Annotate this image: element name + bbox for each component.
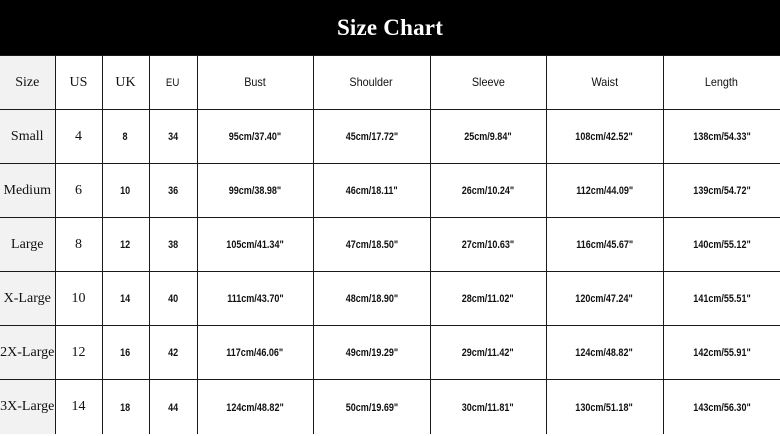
length-cell bbox=[663, 326, 780, 380]
bust-cell bbox=[197, 272, 313, 326]
sleeve-value: 29cm/11.42" bbox=[462, 347, 514, 359]
bust-value: 95cm/37.40" bbox=[228, 131, 282, 143]
size-cell bbox=[0, 110, 55, 164]
eu-cell bbox=[149, 380, 197, 435]
bust-cell bbox=[197, 380, 313, 435]
eu-cell bbox=[149, 326, 197, 380]
waist-value: 108cm/42.52" bbox=[575, 131, 634, 143]
table-row bbox=[0, 218, 780, 272]
bust-cell bbox=[197, 326, 313, 380]
us-cell bbox=[55, 110, 102, 164]
header-cell-waist bbox=[546, 56, 663, 110]
shoulder-value: 45cm/17.72" bbox=[345, 131, 398, 143]
eu-value: 40 bbox=[167, 293, 179, 305]
size-cell bbox=[0, 272, 55, 326]
us-value: 4 bbox=[75, 128, 82, 144]
size-chart-title: Size Chart bbox=[0, 0, 780, 55]
size-chart-table bbox=[0, 55, 780, 434]
waist-cell bbox=[546, 326, 663, 380]
us-value: 8 bbox=[75, 236, 82, 252]
bust-value: 117cm/46.06" bbox=[226, 347, 284, 359]
waist-cell bbox=[546, 272, 663, 326]
sleeve-cell bbox=[430, 326, 546, 380]
header-label: Bust bbox=[244, 75, 266, 89]
bust-cell bbox=[197, 164, 313, 218]
us-value: 10 bbox=[71, 290, 86, 306]
length-cell bbox=[663, 164, 780, 218]
header-cell-sleeve bbox=[430, 56, 546, 110]
length-value: 140cm/55.12" bbox=[693, 239, 751, 251]
length-cell bbox=[663, 380, 780, 435]
size-cell bbox=[0, 380, 55, 435]
length-cell bbox=[663, 110, 780, 164]
size-label: 2X-Large bbox=[0, 344, 55, 360]
eu-value: 44 bbox=[167, 401, 179, 414]
uk-cell bbox=[102, 164, 149, 218]
shoulder-cell bbox=[313, 110, 430, 164]
uk-value: 18 bbox=[120, 401, 131, 414]
header-cell-eu bbox=[149, 56, 197, 110]
header-label: Shoulder bbox=[349, 75, 394, 89]
waist-value: 120cm/47.24" bbox=[575, 293, 634, 305]
uk-value: 10 bbox=[120, 185, 131, 197]
waist-value: 130cm/51.18" bbox=[575, 401, 634, 414]
header-cell-shoulder bbox=[313, 56, 430, 110]
us-value: 14 bbox=[71, 399, 86, 414]
uk-value: 16 bbox=[120, 347, 131, 359]
waist-value: 116cm/45.67" bbox=[576, 239, 633, 251]
size-label: Medium bbox=[3, 182, 51, 198]
us-cell bbox=[55, 218, 102, 272]
bust-cell bbox=[197, 110, 313, 164]
sleeve-cell bbox=[430, 110, 546, 164]
header-cell-us bbox=[55, 56, 102, 110]
sleeve-value: 27cm/10.63" bbox=[461, 239, 515, 251]
length-value: 142cm/55.91" bbox=[693, 347, 751, 359]
eu-value: 36 bbox=[167, 185, 179, 197]
table-header-row bbox=[0, 56, 780, 110]
size-label: Large bbox=[11, 236, 44, 252]
header-label: Sleeve bbox=[471, 75, 505, 89]
size-cell bbox=[0, 218, 55, 272]
waist-cell bbox=[546, 164, 663, 218]
size-label: Small bbox=[10, 128, 44, 144]
waist-cell bbox=[546, 110, 663, 164]
eu-cell bbox=[149, 164, 197, 218]
table-row bbox=[0, 110, 780, 164]
length-cell bbox=[663, 272, 780, 326]
length-cell bbox=[663, 218, 780, 272]
waist-cell bbox=[546, 380, 663, 435]
us-cell bbox=[55, 164, 102, 218]
uk-cell bbox=[102, 110, 149, 164]
uk-value: 12 bbox=[120, 239, 131, 251]
bust-value: 124cm/48.82" bbox=[226, 401, 284, 414]
shoulder-cell bbox=[313, 326, 430, 380]
eu-cell bbox=[149, 272, 197, 326]
eu-value: 34 bbox=[167, 131, 179, 143]
shoulder-cell bbox=[313, 164, 430, 218]
shoulder-cell bbox=[313, 272, 430, 326]
table-row bbox=[0, 326, 780, 380]
size-label: X-Large bbox=[3, 290, 51, 306]
uk-value: 8 bbox=[122, 131, 129, 143]
table-row bbox=[0, 164, 780, 218]
waist-value: 112cm/44.09" bbox=[576, 185, 633, 197]
header-cell-size bbox=[0, 56, 55, 110]
length-value: 143cm/56.30" bbox=[693, 401, 751, 414]
bust-value: 111cm/43.70" bbox=[226, 293, 284, 305]
waist-cell bbox=[546, 218, 663, 272]
header-label: Length bbox=[705, 75, 739, 89]
header-cell-uk bbox=[102, 56, 149, 110]
size-label: 3X-Large bbox=[0, 399, 55, 414]
waist-value: 124cm/48.82" bbox=[575, 347, 634, 359]
us-value: 12 bbox=[71, 344, 86, 360]
bust-value: 105cm/41.34" bbox=[226, 239, 284, 251]
eu-cell bbox=[149, 218, 197, 272]
sleeve-value: 30cm/11.81" bbox=[462, 401, 514, 414]
header-cell-bust bbox=[197, 56, 313, 110]
us-cell bbox=[55, 380, 102, 435]
us-cell bbox=[55, 326, 102, 380]
length-value: 138cm/54.33" bbox=[693, 131, 751, 143]
sleeve-cell bbox=[430, 164, 546, 218]
shoulder-value: 46cm/18.11" bbox=[345, 185, 398, 197]
uk-cell bbox=[102, 272, 149, 326]
uk-cell bbox=[102, 326, 149, 380]
shoulder-value: 47cm/18.50" bbox=[345, 239, 398, 251]
us-cell bbox=[55, 272, 102, 326]
sleeve-cell bbox=[430, 218, 546, 272]
sleeve-value: 26cm/10.24" bbox=[461, 185, 515, 197]
shoulder-value: 49cm/19.29" bbox=[345, 347, 398, 359]
bust-value: 99cm/38.98" bbox=[228, 185, 282, 197]
size-cell bbox=[0, 164, 55, 218]
shoulder-value: 50cm/19.69" bbox=[345, 401, 398, 414]
shoulder-value: 48cm/18.90" bbox=[345, 293, 398, 305]
eu-value: 42 bbox=[167, 347, 179, 359]
header-label: US bbox=[69, 74, 88, 90]
sleeve-cell bbox=[430, 272, 546, 326]
table-row bbox=[0, 272, 780, 326]
size-cell bbox=[0, 326, 55, 380]
header-label: UK bbox=[115, 74, 136, 90]
table-row bbox=[0, 380, 780, 435]
uk-cell bbox=[102, 218, 149, 272]
header-label: EU bbox=[166, 77, 180, 89]
eu-value: 38 bbox=[167, 239, 179, 251]
sleeve-value: 28cm/11.02" bbox=[462, 293, 514, 305]
length-value: 141cm/55.51" bbox=[693, 293, 751, 305]
uk-cell bbox=[102, 380, 149, 435]
bust-cell bbox=[197, 218, 313, 272]
header-label: Waist bbox=[591, 75, 618, 89]
header-label: Size bbox=[15, 74, 40, 90]
sleeve-value: 25cm/9.84" bbox=[464, 131, 512, 143]
uk-value: 14 bbox=[120, 293, 131, 305]
eu-cell bbox=[149, 110, 197, 164]
shoulder-cell bbox=[313, 218, 430, 272]
shoulder-cell bbox=[313, 380, 430, 435]
sleeve-cell bbox=[430, 380, 546, 435]
length-value: 139cm/54.72" bbox=[693, 185, 751, 197]
us-value: 6 bbox=[75, 182, 82, 198]
header-cell-length bbox=[663, 56, 780, 110]
